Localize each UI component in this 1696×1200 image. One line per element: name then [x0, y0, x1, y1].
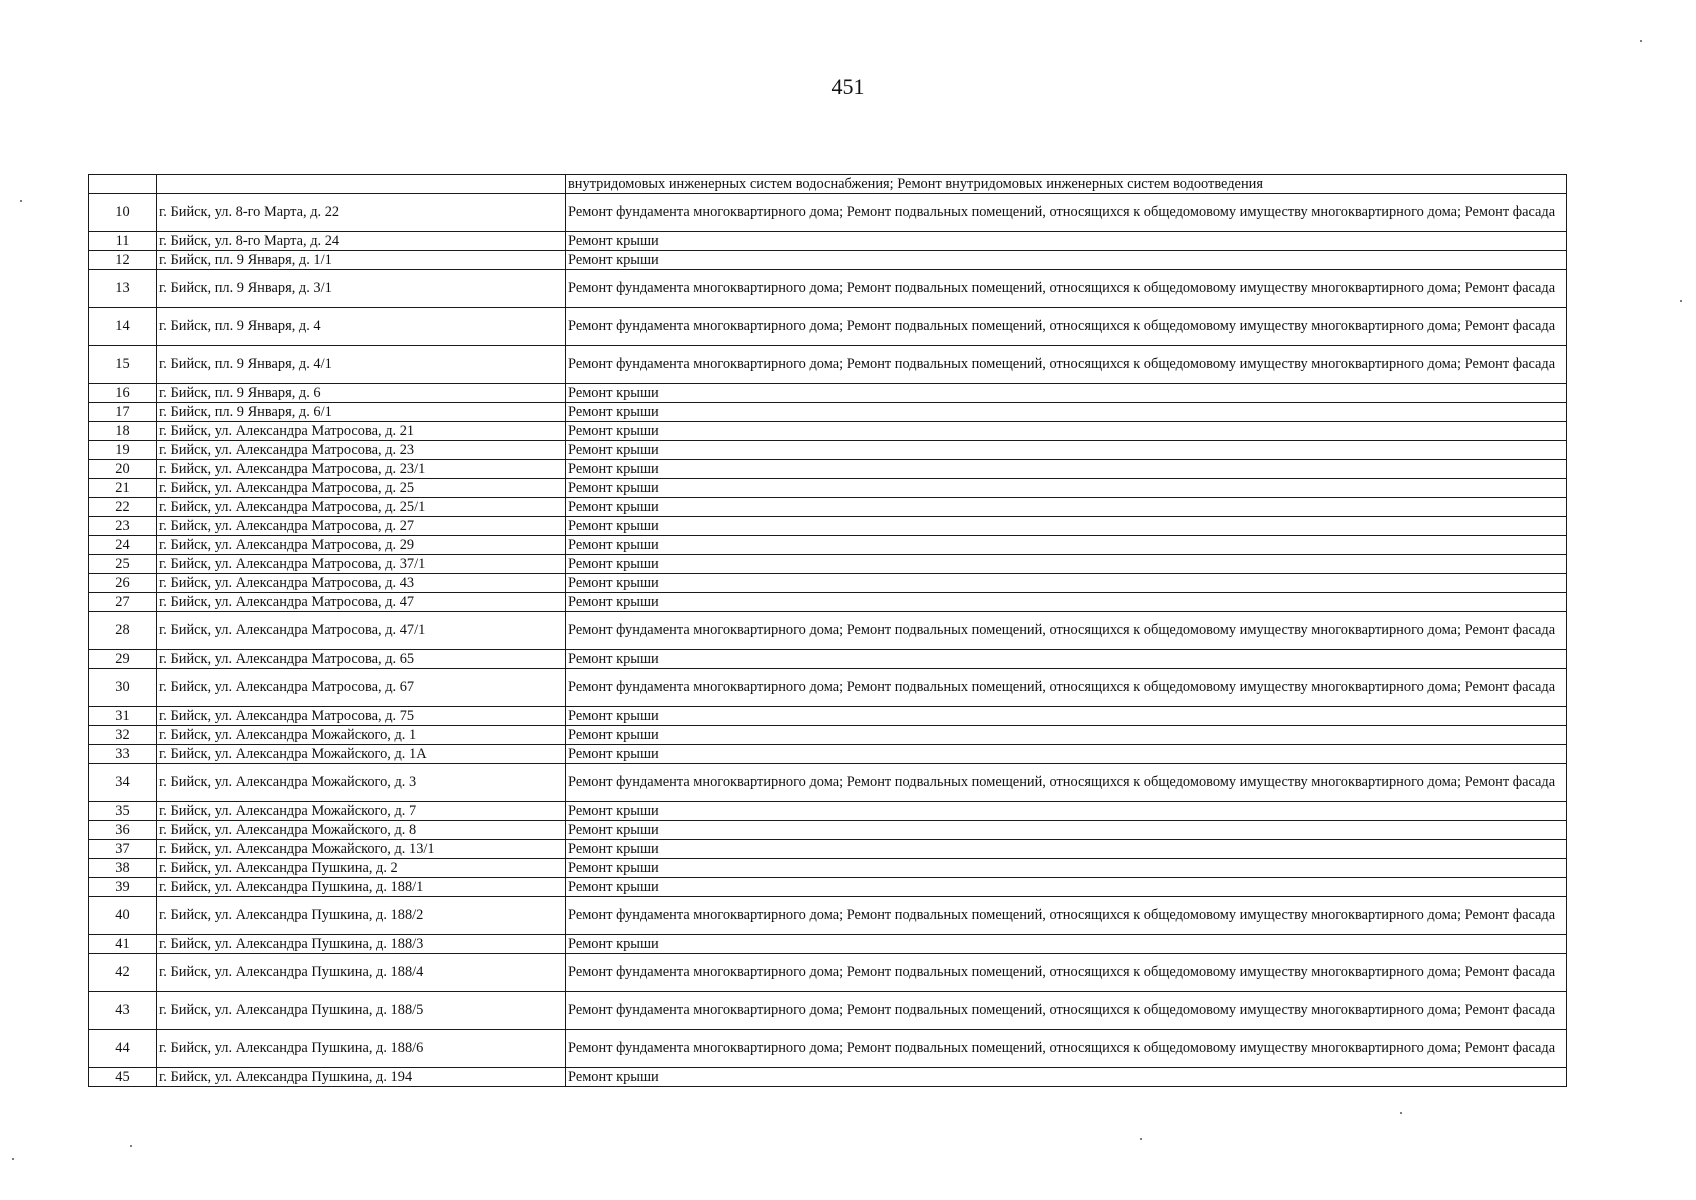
row-number-cell: 19 — [89, 441, 157, 460]
row-work-cell: Ремонт крыши — [566, 517, 1567, 536]
row-number-cell: 44 — [89, 1030, 157, 1068]
table-row — [89, 270, 1567, 308]
row-work-cell: Ремонт крыши — [566, 650, 1567, 669]
continuation-work-cell: внутридомовых инженерных систем водоснабжения; Ремонт внутридомовых инженерных систем водоотведения — [566, 175, 1567, 194]
row-address-cell: г. Бийск, ул. 8-го Марта, д. 22 — [157, 194, 566, 232]
table-row — [89, 479, 1567, 498]
row-address-cell: г. Бийск, ул. Александра Матросова, д. 47 — [157, 593, 566, 612]
row-number-cell: 30 — [89, 669, 157, 707]
row-number-cell: 14 — [89, 308, 157, 346]
row-number-cell: 12 — [89, 251, 157, 270]
row-work-cell: Ремонт крыши — [566, 840, 1567, 859]
row-work-cell: Ремонт фундамента многоквартирного дома; Ремонт подвальных помещений, относящихся к общедомовому имуществу многоквартирного дома; Ремонт фасада — [566, 346, 1567, 384]
row-address-cell: г. Бийск, ул. Александра Пушкина, д. 188/3 — [157, 935, 566, 954]
row-address-cell: г. Бийск, пл. 9 Января, д. 4/1 — [157, 346, 566, 384]
table-row — [89, 992, 1567, 1030]
table-row — [89, 251, 1567, 270]
row-work-cell: Ремонт крыши — [566, 935, 1567, 954]
table-row — [89, 403, 1567, 422]
row-number-cell: 24 — [89, 536, 157, 555]
row-address-cell: г. Бийск, ул. Александра Матросова, д. 23 — [157, 441, 566, 460]
table-row — [89, 897, 1567, 935]
row-address-cell: г. Бийск, ул. Александра Пушкина, д. 188/4 — [157, 954, 566, 992]
table-body — [89, 175, 1567, 1087]
row-address-cell: г. Бийск, ул. Александра Матросова, д. 47/1 — [157, 612, 566, 650]
row-address-cell: г. Бийск, пл. 9 Января, д. 4 — [157, 308, 566, 346]
table-row — [89, 821, 1567, 840]
row-number-cell: 31 — [89, 707, 157, 726]
row-number-cell: 13 — [89, 270, 157, 308]
row-work-cell: Ремонт фундамента многоквартирного дома; Ремонт подвальных помещений, относящихся к общедомовому имуществу многоквартирного дома; Ремонт фасада — [566, 194, 1567, 232]
row-address-cell: г. Бийск, ул. 8-го Марта, д. 24 — [157, 232, 566, 251]
table-row — [89, 574, 1567, 593]
row-work-cell: Ремонт крыши — [566, 232, 1567, 251]
row-address-cell: г. Бийск, ул. Александра Пушкина, д. 188/5 — [157, 992, 566, 1030]
table-row — [89, 802, 1567, 821]
row-work-cell: Ремонт фундамента многоквартирного дома; Ремонт подвальных помещений, относящихся к общедомовому имуществу многоквартирного дома; Ремонт фасада — [566, 669, 1567, 707]
row-work-cell: Ремонт фундамента многоквартирного дома; Ремонт подвальных помещений, относящихся к общедомовому имуществу многоквартирного дома; Ремонт фасада — [566, 612, 1567, 650]
row-number-cell: 40 — [89, 897, 157, 935]
row-work-cell: Ремонт крыши — [566, 555, 1567, 574]
row-address-cell: г. Бийск, ул. Александра Можайского, д. 13/1 — [157, 840, 566, 859]
row-number-cell: 42 — [89, 954, 157, 992]
row-work-cell: Ремонт фундамента многоквартирного дома; Ремонт подвальных помещений, относящихся к общедомовому имуществу многоквартирного дома; Ремонт фасада — [566, 954, 1567, 992]
scan-speck — [1140, 1138, 1142, 1140]
row-address-cell: г. Бийск, ул. Александра Матросова, д. 27 — [157, 517, 566, 536]
scan-speck — [1640, 40, 1642, 42]
table-row — [89, 232, 1567, 251]
row-number-cell: 18 — [89, 422, 157, 441]
row-address-cell: г. Бийск, пл. 9 Января, д. 1/1 — [157, 251, 566, 270]
row-work-cell: Ремонт крыши — [566, 707, 1567, 726]
page-number: 451 — [831, 74, 865, 99]
row-work-cell: Ремонт крыши — [566, 403, 1567, 422]
row-number-cell: 36 — [89, 821, 157, 840]
table-row — [89, 422, 1567, 441]
table-row — [89, 308, 1567, 346]
row-address-cell: г. Бийск, ул. Александра Можайского, д. 3 — [157, 764, 566, 802]
row-number-cell: 34 — [89, 764, 157, 802]
row-address-cell: г. Бийск, ул. Александра Матросова, д. 25/1 — [157, 498, 566, 517]
row-work-cell: Ремонт крыши — [566, 574, 1567, 593]
table-row — [89, 498, 1567, 517]
row-address-cell: г. Бийск, ул. Александра Матросова, д. 37/1 — [157, 555, 566, 574]
table-row — [89, 555, 1567, 574]
table-row — [89, 650, 1567, 669]
row-work-cell: Ремонт фундамента многоквартирного дома; Ремонт подвальных помещений, относящихся к общедомовому имуществу многоквартирного дома; Ремонт фасада — [566, 764, 1567, 802]
table-row — [89, 194, 1567, 232]
row-work-cell: Ремонт фундамента многоквартирного дома; Ремонт подвальных помещений, относящихся к общедомовому имуществу многоквартирного дома; Ремонт фасада — [566, 1030, 1567, 1068]
row-address-cell: г. Бийск, ул. Александра Матросова, д. 67 — [157, 669, 566, 707]
row-work-cell: Ремонт фундамента многоквартирного дома; Ремонт подвальных помещений, относящихся к общедомовому имуществу многоквартирного дома; Ремонт фасада — [566, 992, 1567, 1030]
row-address-cell: г. Бийск, ул. Александра Матросова, д. 23/1 — [157, 460, 566, 479]
table-row — [89, 745, 1567, 764]
repair-table — [88, 174, 1567, 1087]
table-row — [89, 612, 1567, 650]
table-row — [89, 954, 1567, 992]
row-number-cell: 20 — [89, 460, 157, 479]
row-address-cell: г. Бийск, ул. Александра Пушкина, д. 188/1 — [157, 878, 566, 897]
row-number-cell: 32 — [89, 726, 157, 745]
table-row — [89, 840, 1567, 859]
row-work-cell: Ремонт крыши — [566, 745, 1567, 764]
scan-speck — [1400, 1112, 1402, 1114]
row-address-cell: г. Бийск, ул. Александра Матросова, д. 75 — [157, 707, 566, 726]
row-number-cell: 22 — [89, 498, 157, 517]
row-address-cell: г. Бийск, ул. Александра Пушкина, д. 194 — [157, 1068, 566, 1087]
row-number-cell: 17 — [89, 403, 157, 422]
table-row — [89, 764, 1567, 802]
row-number-cell: 39 — [89, 878, 157, 897]
row-address-cell: г. Бийск, ул. Александра Матросова, д. 43 — [157, 574, 566, 593]
table-row — [89, 460, 1567, 479]
row-number-cell: 43 — [89, 992, 157, 1030]
row-number-cell: 21 — [89, 479, 157, 498]
row-address-cell: г. Бийск, ул. Александра Матросова, д. 25 — [157, 479, 566, 498]
row-work-cell: Ремонт фундамента многоквартирного дома; Ремонт подвальных помещений, относящихся к общедомовому имуществу многоквартирного дома; Ремонт фасада — [566, 270, 1567, 308]
row-number-cell: 38 — [89, 859, 157, 878]
row-address-cell: г. Бийск, ул. Александра Матросова, д. 29 — [157, 536, 566, 555]
row-number-cell: 23 — [89, 517, 157, 536]
row-work-cell: Ремонт крыши — [566, 726, 1567, 745]
row-address-cell: г. Бийск, ул. Александра Можайского, д. 1 — [157, 726, 566, 745]
row-address-cell: г. Бийск, ул. Александра Можайского, д. 8 — [157, 821, 566, 840]
row-address-cell: г. Бийск, пл. 9 Января, д. 3/1 — [157, 270, 566, 308]
continuation-num-cell — [89, 175, 157, 194]
row-number-cell: 35 — [89, 802, 157, 821]
row-address-cell: г. Бийск, ул. Александра Матросова, д. 21 — [157, 422, 566, 441]
row-number-cell: 41 — [89, 935, 157, 954]
table-row — [89, 517, 1567, 536]
row-number-cell: 25 — [89, 555, 157, 574]
row-address-cell: г. Бийск, пл. 9 Января, д. 6/1 — [157, 403, 566, 422]
row-work-cell: Ремонт крыши — [566, 536, 1567, 555]
row-work-cell: Ремонт крыши — [566, 441, 1567, 460]
scan-speck — [130, 1145, 132, 1147]
row-work-cell: Ремонт крыши — [566, 802, 1567, 821]
row-number-cell: 29 — [89, 650, 157, 669]
row-work-cell: Ремонт крыши — [566, 878, 1567, 897]
table-row — [89, 669, 1567, 707]
row-address-cell: г. Бийск, ул. Александра Можайского, д. 1А — [157, 745, 566, 764]
row-number-cell: 10 — [89, 194, 157, 232]
row-work-cell: Ремонт крыши — [566, 593, 1567, 612]
table-row — [89, 1030, 1567, 1068]
row-number-cell: 15 — [89, 346, 157, 384]
table-row — [89, 593, 1567, 612]
row-number-cell: 26 — [89, 574, 157, 593]
row-work-cell: Ремонт крыши — [566, 479, 1567, 498]
table-row — [89, 707, 1567, 726]
row-work-cell: Ремонт крыши — [566, 1068, 1567, 1087]
row-work-cell: Ремонт крыши — [566, 251, 1567, 270]
scan-speck — [12, 1158, 14, 1160]
row-work-cell: Ремонт крыши — [566, 422, 1567, 441]
row-number-cell: 28 — [89, 612, 157, 650]
row-number-cell: 45 — [89, 1068, 157, 1087]
row-address-cell: г. Бийск, ул. Александра Матросова, д. 65 — [157, 650, 566, 669]
continuation-address-cell — [157, 175, 566, 194]
table-row — [89, 935, 1567, 954]
table-row — [89, 384, 1567, 403]
row-number-cell: 16 — [89, 384, 157, 403]
table-row — [89, 859, 1567, 878]
row-work-cell: Ремонт крыши — [566, 821, 1567, 840]
table-row — [89, 726, 1567, 745]
row-number-cell: 33 — [89, 745, 157, 764]
row-work-cell: Ремонт крыши — [566, 460, 1567, 479]
row-work-cell: Ремонт фундамента многоквартирного дома; Ремонт подвальных помещений, относящихся к общедомовому имуществу многоквартирного дома; Ремонт фасада — [566, 897, 1567, 935]
scan-speck — [20, 200, 22, 202]
row-work-cell: Ремонт крыши — [566, 498, 1567, 517]
row-work-cell: Ремонт крыши — [566, 384, 1567, 403]
table-row — [89, 878, 1567, 897]
table-row — [89, 441, 1567, 460]
row-address-cell: г. Бийск, пл. 9 Января, д. 6 — [157, 384, 566, 403]
table-row — [89, 536, 1567, 555]
continuation-row — [89, 175, 1567, 194]
row-address-cell: г. Бийск, ул. Александра Пушкина, д. 2 — [157, 859, 566, 878]
table-row — [89, 1068, 1567, 1087]
row-address-cell: г. Бийск, ул. Александра Можайского, д. 7 — [157, 802, 566, 821]
scan-speck — [1680, 300, 1682, 302]
row-number-cell: 37 — [89, 840, 157, 859]
row-work-cell: Ремонт фундамента многоквартирного дома; Ремонт подвальных помещений, относящихся к общедомовому имуществу многоквартирного дома; Ремонт фасада — [566, 308, 1567, 346]
row-address-cell: г. Бийск, ул. Александра Пушкина, д. 188/6 — [157, 1030, 566, 1068]
row-number-cell: 27 — [89, 593, 157, 612]
row-address-cell: г. Бийск, ул. Александра Пушкина, д. 188/2 — [157, 897, 566, 935]
row-number-cell: 11 — [89, 232, 157, 251]
row-work-cell: Ремонт крыши — [566, 859, 1567, 878]
table-row — [89, 346, 1567, 384]
